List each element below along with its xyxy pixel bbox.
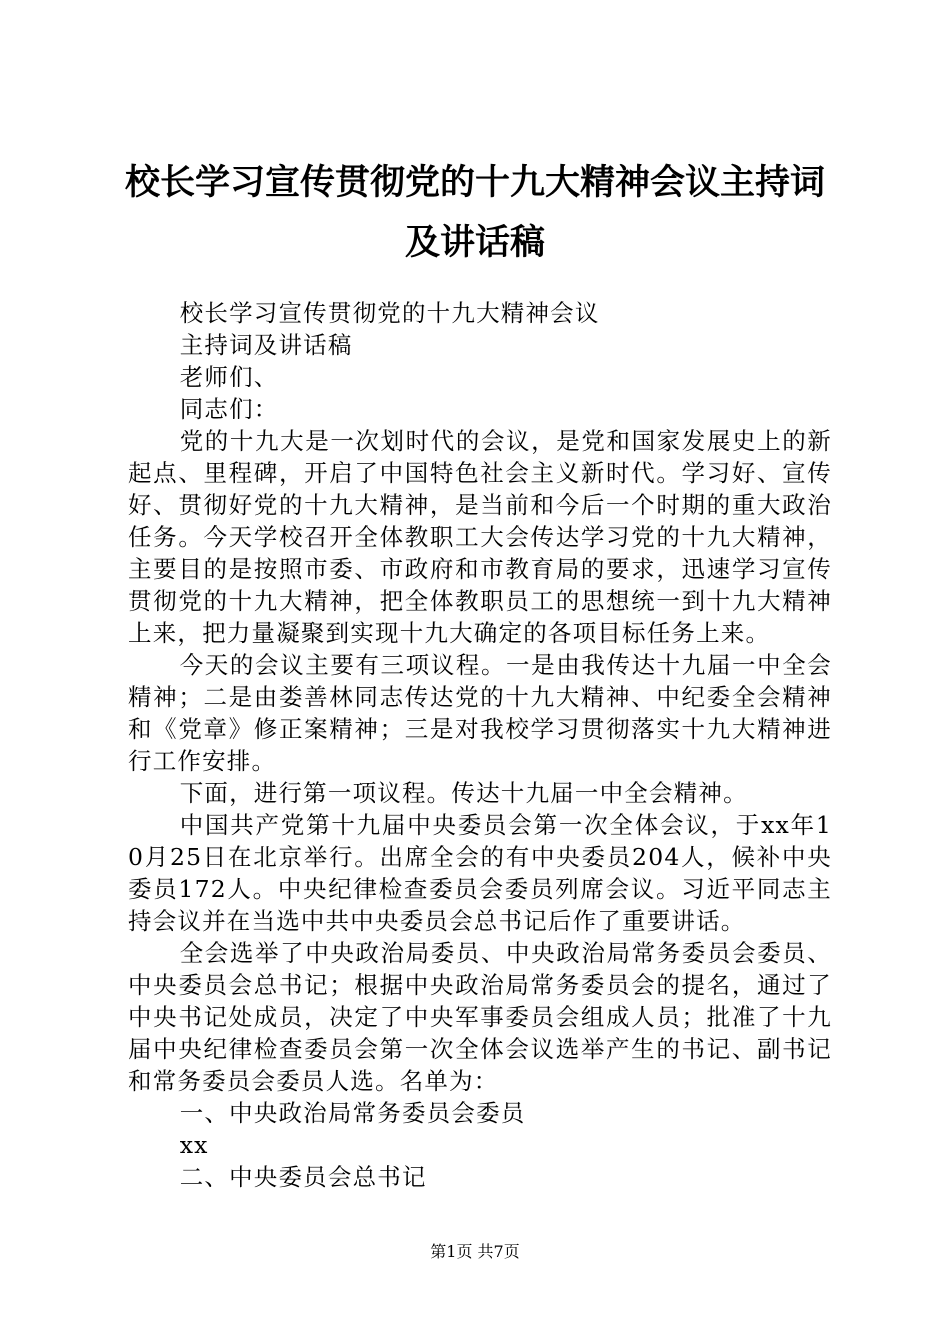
body-paragraph: 老师们、 bbox=[179, 363, 279, 391]
body-paragraph: 今天的会议主要有三项议程。一是由我传达十九届一中全会精神；二是由娄善林同志传达党的十九大精神、中纪委全会精神和《党章》修正案精神；三是对我校学习贯彻落实十九大精神进行工作安排。 bbox=[128, 651, 832, 775]
body-paragraph: 中国共产党第十九届中央委员会第一次全体会议，于xx年10月25日在北京举行。出席全会的有中央委员204人，候补中央委员172人。中央纪律检查委员会委员列席会议。习近平同志主持会议并在当选中共中央委员会总书记后作了重要讲话。 bbox=[128, 811, 832, 935]
body-paragraph: 主持词及讲话稿 bbox=[179, 331, 353, 359]
body-paragraph: 同志们： bbox=[179, 395, 279, 423]
document-body bbox=[128, 297, 832, 1193]
body-paragraph: 党的十九大是一次划时代的会议，是党和国家发展史上的新起点、里程碑，开启了中国特色社会主义新时代。学习好、宣传好、贯彻好党的十九大精神，是当前和今后一个时期的重大政治任务。今天学校召开全体教职工大会传达学习党的十九大精神，主要目的是按照市委、市政府和市教育局的要求，迅速学习宣传贯彻党的十九大精神，把全体教职员工的思想统一到十九大精神上来，把力量凝聚到实现十九大确定的各项目标任务上来。 bbox=[128, 427, 832, 647]
body-paragraph: 一、中央政治局常务委员会委员 bbox=[179, 1099, 526, 1127]
document-title-line-1: 校长学习宣传贯彻党的十九大精神会议主持词 bbox=[124, 162, 825, 203]
body-paragraph: 全会选举了中央政治局委员、中央政治局常务委员会委员、中央委员会总书记；根据中央政治局常务委员会的提名，通过了中央书记处成员，决定了中央军事委员会组成人员；批准了十九届中央纪律检查委员会第一次全体会议选举产生的书记、副书记和常务委员会委员人选。名单为： bbox=[128, 939, 832, 1095]
document-title-line-2: 及讲话稿 bbox=[404, 222, 545, 263]
body-paragraph: xx bbox=[179, 1131, 209, 1159]
body-paragraph: 下面，进行第一项议程。传达十九届一中全会精神。 bbox=[179, 779, 748, 807]
page-footer: 第1页 共7页 bbox=[430, 1242, 520, 1261]
body-paragraph: 校长学习宣传贯彻党的十九大精神会议 bbox=[179, 299, 600, 327]
body-paragraph: 二、中央委员会总书记 bbox=[179, 1163, 427, 1191]
